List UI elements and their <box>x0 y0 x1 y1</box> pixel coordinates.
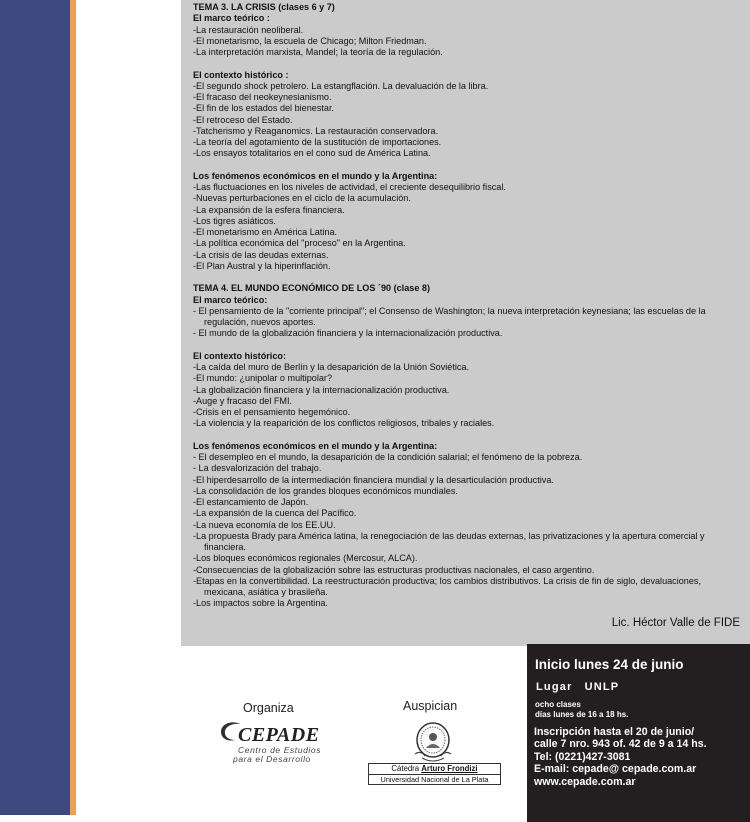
section-heading: Los fenómenos económicos en el mundo y la Argentina: <box>193 440 438 451</box>
sidebar-blue-bar <box>0 0 70 815</box>
syllabus-item: -El segundo shock petrolero. La estangflación. La devaluación de la libra. <box>193 80 489 91</box>
syllabus-item: -La teoría del agotamiento de la sustitución de importaciones. <box>193 137 442 147</box>
section-spacer <box>193 272 741 283</box>
section-spacer <box>193 430 741 441</box>
syllabus-item: -La expansión de la cuenca del Pacífico. <box>193 508 357 519</box>
syllabus-item: -El monetarismo, la escuela de Chicago; Milton Friedman. <box>193 35 427 46</box>
venue-line <box>536 681 619 693</box>
syllabus-item: -El estancamiento de Japón. <box>193 497 309 507</box>
syllabus-item: -La interpretación marxista, Mandel; la teoría de la regulación. <box>193 47 443 57</box>
section-heading: Los fenómenos económicos en el mundo y la Argentina: <box>193 170 438 181</box>
syllabus-item: -El retroceso del Estado. <box>193 114 293 125</box>
university-name: Universidad Nacional de La Plata <box>380 775 489 784</box>
phone-line: Tel: (0221)427-3081 <box>534 750 631 763</box>
cepade-subtitle: Centro de Estudios <box>238 745 322 755</box>
syllabus-item: -El fin de los estados del bienestar. <box>193 103 335 114</box>
cepade-subtitle: para el Desarrollo <box>233 754 311 764</box>
syllabus-item: -La política económica del "proceso" en la Argentina. <box>193 238 406 249</box>
syllabus-item: -El fracaso del neokeynesianismo. <box>193 92 332 102</box>
venue-value: UNLP <box>584 681 620 693</box>
syllabus-item: -La caída del muro de Berlín y la desaparición de la Unión Soviética. <box>193 362 470 372</box>
university-seal-icon <box>409 720 457 764</box>
syllabus-item: -Auge y fracaso del FMI. <box>193 395 293 406</box>
syllabus-item: -Crisis en el pensamiento hegemónico. <box>193 407 351 417</box>
syllabus-item: -La consolidación de los grandes bloques económicos mundiales. <box>193 485 458 496</box>
syllabus-item: -El Plan Austral y la hiperinflación. <box>193 260 331 271</box>
section-heading: TEMA 3. LA CRISIS (clases 6 y 7) <box>193 2 335 12</box>
syllabus-item: -El monetarismo en América Latina. <box>193 227 338 237</box>
syllabus-item: -Nuevas perturbaciones en el ciclo de la acumulación. <box>193 193 411 204</box>
author-signature: Lic. Héctor Valle de FIDE <box>611 617 740 629</box>
syllabus-item: -Los bloques económicos regionales (Mercosur, ALCA). <box>193 553 418 564</box>
section-spacer <box>193 58 741 69</box>
sidebar-accent-stripe <box>70 0 76 815</box>
syllabus-item: -El hiperdesarrollo de la intermediación financiera mundial y la desarticulación productiva. <box>193 474 554 485</box>
organizer-label: Organiza <box>243 701 294 715</box>
cepade-wordmark: CEPADE <box>238 724 320 746</box>
catedra-prefix: Cátedra <box>391 764 420 773</box>
syllabus-item: -La expansión de la esfera financiera. <box>193 204 345 215</box>
syllabus-item: -Tatcherismo y Reaganomics. La restauración conservadora. <box>193 125 439 136</box>
syllabus-item: -Etapas en la convertibilidad. La reestructuración productiva; los cambios distributivos. La crisis de fin de siglo, devaluaciones, mexicana, asiática y brasileña. <box>193 575 701 597</box>
syllabus-item: - El desempleo en el mundo, la desaparición de la condición salarial; el fenómeno de la pobreza. <box>193 452 583 462</box>
syllabus-item: -El mundo: ¿unipolar o multipolar? <box>193 373 332 384</box>
section-heading: El marco teórico : <box>193 13 270 24</box>
cepade-logo <box>219 718 344 766</box>
syllabus-item: -La nueva economía de los EE.UU. <box>193 519 336 530</box>
section-heading: El contexto histórico: <box>193 350 286 361</box>
section-spacer <box>193 340 741 351</box>
syllabus-item: -La violencia y la reaparición de los conflictos religiosos, tribales y raciales. <box>193 418 495 429</box>
syllabus-item: - El pensamiento de la "corriente principal"; el Consenso de Washington; la nueva interpretación keynesiana; las escuelas de la regulación, nuevos aportes. <box>193 305 706 327</box>
syllabus-item: -Consecuencias de la globalización sobre las estructuras productivas nacionales, el caso argentino. <box>193 564 595 575</box>
website-link[interactable]: www.cepade.com.ar <box>534 775 636 788</box>
syllabus-item: - La desvalorización del trabajo. <box>193 463 322 474</box>
syllabus-item: -La crisis de las deudas externas. <box>193 249 329 260</box>
section-heading: TEMA 4. EL MUNDO ECONÓMICO DE LOS ´90 (clase 8) <box>193 283 430 294</box>
syllabus-text <box>193 2 741 610</box>
syllabus-item: -Los ensayos totalitarios en el cono sud de América Latina. <box>193 148 431 159</box>
email-line[interactable]: E-mail: cepade@ cepade.com.ar <box>534 763 697 776</box>
section-heading: El marco teórico: <box>193 294 268 305</box>
section-spacer <box>193 160 741 171</box>
schedule-line: días lunes de 16 a 18 hs. <box>535 710 629 719</box>
syllabus-item: -La propuesta Brady para América latina, la renegociación de las deudas externas, las privatizaciones y la apertura comercial y financiera. <box>193 530 705 552</box>
catedra-name-row <box>369 764 500 775</box>
syllabus-item: -La globalización financiera y la internacionalización productiva. <box>193 384 450 395</box>
syllabus-panel <box>181 0 750 646</box>
catedra-name: Arturo Frondizi <box>421 764 478 773</box>
address-line: calle 7 nro. 943 of. 42 de 9 a 14 hs. <box>534 738 707 751</box>
syllabus-item: -Los tigres asiáticos. <box>193 215 276 226</box>
course-info-box <box>527 644 750 822</box>
syllabus-item: - El mundo de la globalización financiera y la internacionalización productiva. <box>193 328 503 339</box>
registration-line: Inscripción hasta el 20 de junio/ <box>534 726 695 738</box>
contact-block <box>534 726 707 788</box>
start-date-heading: Inicio lunes 24 de junio <box>535 657 684 672</box>
syllabus-item: -La restauración neoliberal. <box>193 24 304 35</box>
schedule-line: ocho clases <box>535 700 581 709</box>
schedule-block <box>535 700 628 720</box>
venue-label: Lugar <box>536 681 573 693</box>
sponsors-label: Auspician <box>403 699 458 713</box>
catedra-label-box <box>368 763 501 785</box>
syllabus-item: -Las fluctuaciones en los niveles de actividad, el creciente desequilibrio fiscal. <box>193 182 506 192</box>
syllabus-item: -Los impactos sobre la Argentina. <box>193 598 328 609</box>
section-heading: El contexto histórico : <box>193 69 289 80</box>
